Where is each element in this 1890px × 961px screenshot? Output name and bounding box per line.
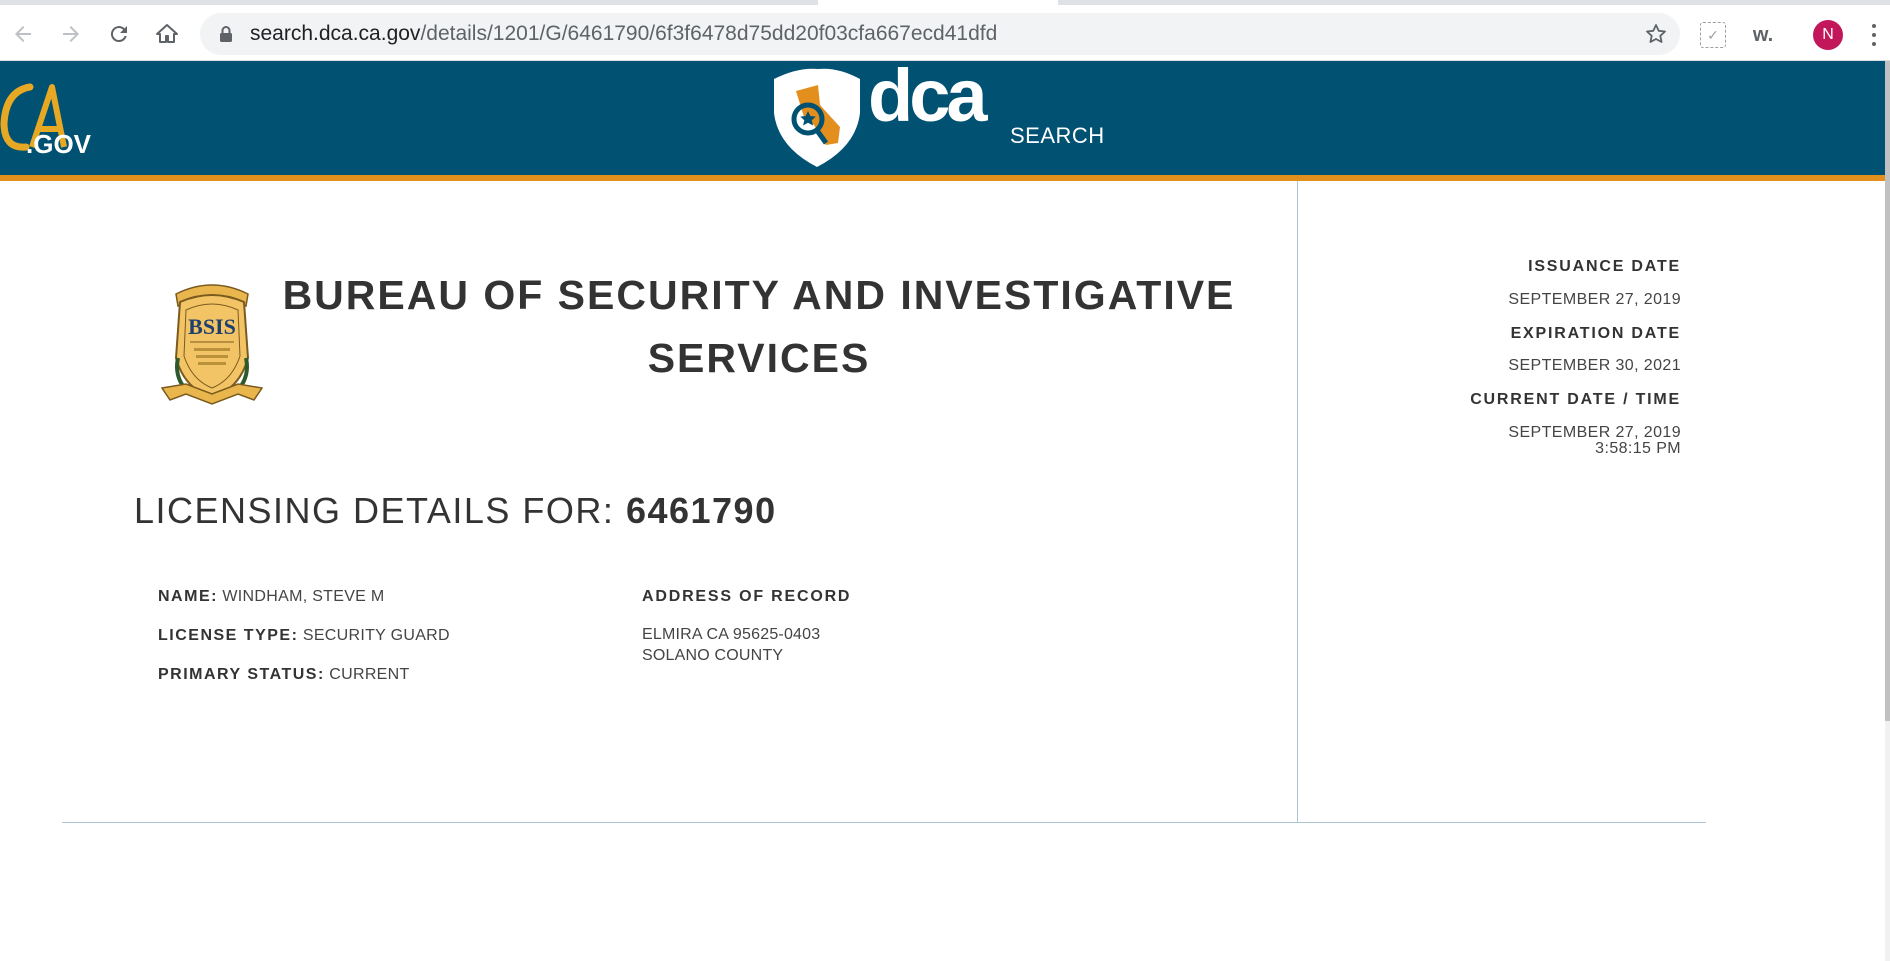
back-button[interactable] xyxy=(6,17,40,51)
address-bar[interactable] xyxy=(200,13,1680,55)
license-type-value: SECURITY GUARD xyxy=(302,627,450,644)
pocket-extension-icon[interactable]: ✓ xyxy=(1700,22,1726,48)
license-type-row xyxy=(158,627,450,645)
home-button[interactable] xyxy=(150,17,184,51)
w-extension-icon[interactable]: w. xyxy=(1752,23,1774,46)
reload-icon xyxy=(107,22,131,46)
bookmark-star-icon[interactable] xyxy=(1644,22,1668,46)
back-arrow-icon xyxy=(11,22,35,46)
license-type-label: LICENSE TYPE: xyxy=(158,627,299,644)
expiration-date-value: SEPTEMBER 30, 2021 xyxy=(1508,357,1681,374)
expiration-date-label: EXPIRATION DATE xyxy=(1510,325,1681,342)
cagov-logo[interactable] xyxy=(0,73,100,163)
sidebar-divider xyxy=(1297,181,1298,823)
address-line-1: ELMIRA CA 95625-0403 xyxy=(642,626,821,643)
page-scrollbar[interactable] xyxy=(1885,61,1890,961)
content-bottom-divider xyxy=(62,822,1706,823)
scrollbar-thumb[interactable] xyxy=(1885,61,1890,721)
url-host: search.dca.ca.gov xyxy=(250,22,421,45)
issuance-date-label: ISSUANCE DATE xyxy=(1528,258,1681,275)
tab-background-right[interactable] xyxy=(1058,0,1890,5)
name-label: NAME: xyxy=(158,588,218,605)
header-accent-stripe xyxy=(0,175,1885,181)
url-path: /details/1201/G/6461790/6f3f6478d75dd20f03cfa667ecd41dfd xyxy=(420,22,998,45)
bureau-title-line1: BUREAU OF SECURITY AND INVESTIGATIVE xyxy=(282,272,1236,318)
reload-button[interactable] xyxy=(102,17,136,51)
dca-search-label: SEARCH xyxy=(1010,123,1105,148)
name-value: WINDHAM, STEVE M xyxy=(222,588,385,605)
current-date-value: SEPTEMBER 27, 2019 xyxy=(1508,424,1681,441)
dca-search-logo[interactable] xyxy=(760,65,1120,171)
browser-toolbar xyxy=(0,7,1890,61)
forward-arrow-icon xyxy=(59,22,83,46)
site-header xyxy=(0,61,1885,175)
licensing-details-heading xyxy=(134,490,777,532)
forward-button[interactable] xyxy=(54,17,88,51)
lock-icon xyxy=(216,24,236,44)
tab-strip xyxy=(0,0,1890,7)
current-datetime-label: CURRENT DATE / TIME xyxy=(1470,391,1681,408)
home-icon xyxy=(155,22,179,46)
address-line-2: SOLANO COUNTY xyxy=(642,647,784,664)
svg-text:.GOV: .GOV xyxy=(26,129,92,159)
license-number: 6461790 xyxy=(625,490,777,531)
issuance-date-value: SEPTEMBER 27, 2019 xyxy=(1508,291,1681,308)
bureau-title-line2: SERVICES xyxy=(647,335,871,381)
profile-avatar[interactable]: N xyxy=(1813,20,1843,50)
tab-background-left[interactable] xyxy=(0,0,818,5)
licensing-heading-label: LICENSING DETAILS FOR: xyxy=(134,490,615,531)
bsis-seal-text: BSIS xyxy=(188,314,236,339)
dca-logo-wordmark: dca xyxy=(868,65,984,137)
bsis-seal-logo xyxy=(156,272,268,412)
primary-status-row xyxy=(158,666,410,684)
primary-status-label: PRIMARY STATUS: xyxy=(158,666,325,683)
current-time-value: 3:58:15 PM xyxy=(1595,440,1681,457)
name-row xyxy=(158,588,385,606)
url-text[interactable] xyxy=(250,13,997,55)
bureau-title xyxy=(270,264,1248,390)
address-of-record-heading: ADDRESS OF RECORD xyxy=(642,588,852,605)
primary-status-value: CURRENT xyxy=(329,666,410,683)
browser-menu-icon[interactable] xyxy=(1868,21,1880,49)
